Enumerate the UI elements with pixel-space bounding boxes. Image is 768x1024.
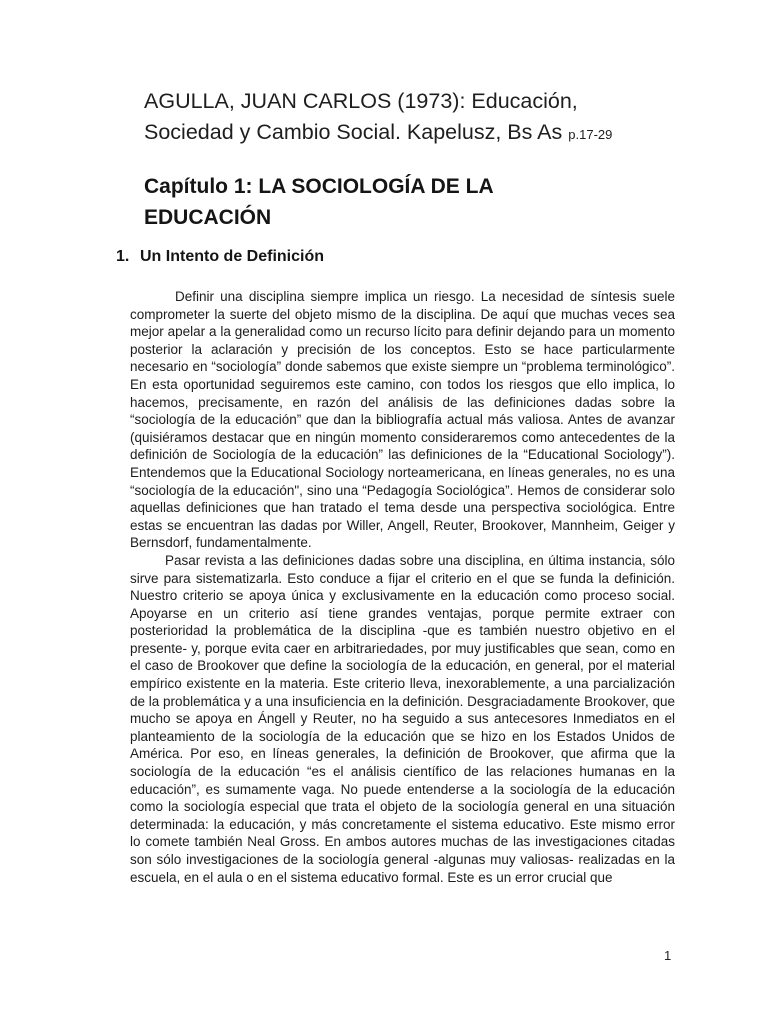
chapter-title-line-2: EDUCACIÓN: [144, 206, 272, 229]
citation-line-2: [144, 117, 704, 150]
citation-text: Sociedad y Cambio Social. Kapelusz, Bs As: [144, 120, 563, 144]
chapter-title-line-1: Capítulo 1: LA SOCIOLOGÍA DE LA: [144, 175, 494, 198]
citation-line-1: AGULLA, JUAN CARLOS (1973): Educación,: [144, 89, 578, 113]
page-number: 1: [664, 948, 672, 963]
section-number: 1.: [116, 248, 130, 265]
paragraph: Pasar revista a las definiciones dadas sobre una disciplina, en última instancia, sólo sirve para sistematizarla. Esto conduce a fijar el criterio en el que se funda la definición. Nuestro criterio se apoya única y exclusivamente en la educación como proceso social. Apoyarse en un criterio así tiene grandes ventajas, porque permite extraer con posterioridad la problemática de la disciplina -que es también nuestro objetivo en el presente- y, porque evita caer en arbitrariedades, por muy justificables que sean, como en el caso de Brookover que define la sociología de la educación, en general, por el material empírico existente en la materia. Este criterio lleva, inexorablemente, a una parcialización de la problemática y a una insuficiencia en la definición. Desgraciadamente Brookover, que mucho se apoya en Ángell y Reuter, no ha seguido a sus antecesores Inmediatos en el planteamiento de la sociología de la educación que se hizo en los Estados Unidos de América. Por eso, en líneas generales, la definición de Brookover, que afirma que la sociología de la educación “es el análisis científico de las relaciones humanas en la educación”, es sumamente vaga. No puede entenderse a la sociología de la educación como la sociología especial que trata el objeto de la sociología general en una situación determinada: la educación, y más concretamente el sistema educativo. Este mismo error lo comete también Neal Gross. En ambos autores muchas de las investigaciones citadas son sólo investigaciones de la sociología general -algunas muy valiosas- realizadas en la escuela, en el aula o en el sistema educativo formal. Este es un error crucial que: [130, 552, 675, 885]
chapter-title: [144, 171, 704, 233]
citation-header: [144, 86, 704, 150]
paragraph: Definir una disciplina siempre implica un riesgo. La necesidad de síntesis suele comprometer la suerte del objeto mismo de la disciplina. De aquí que muchas veces sea mejor apelar a la generalidad como un recurso lícito para definir dejando para un momento posterior la aclaración y precisión de los conceptos. Esto se hace particularmente necesario en “sociología” donde sabemos que existe siempre un “problema terminológico”. En esta oportunidad seguiremos este camino, con todos los riesgos que ello implica, lo hacemos, precisamente, en razón del análisis de las definiciones dadas sobre la “sociología de la educación” que dan la bibliografía actual más valiosa. Antes de avanzar (quisiéramos destacar que en ningún momento consideraremos como antecedentes de la definición de Sociología de la educación” las definiciones de la “Educational Sociology”). Entendemos que la Educational Sociology norteamericana, en líneas generales, no es una “sociología de la educación", sino una “Pedagogía Sociológica”. Hemos de considerar solo aquellas definiciones que han tratado el tema desde una perspectiva sociológica. Entre estas se encuentran las dadas por Willer, Angell, Reuter, Brookover, Mannheim, Geiger y Bernsdorf, fundamentalmente.: [130, 289, 675, 551]
body-text: [130, 288, 675, 886]
citation-pages: p.17-29: [568, 127, 613, 142]
section-heading: [116, 248, 324, 266]
section-title: Un Intento de Definición: [140, 248, 324, 265]
